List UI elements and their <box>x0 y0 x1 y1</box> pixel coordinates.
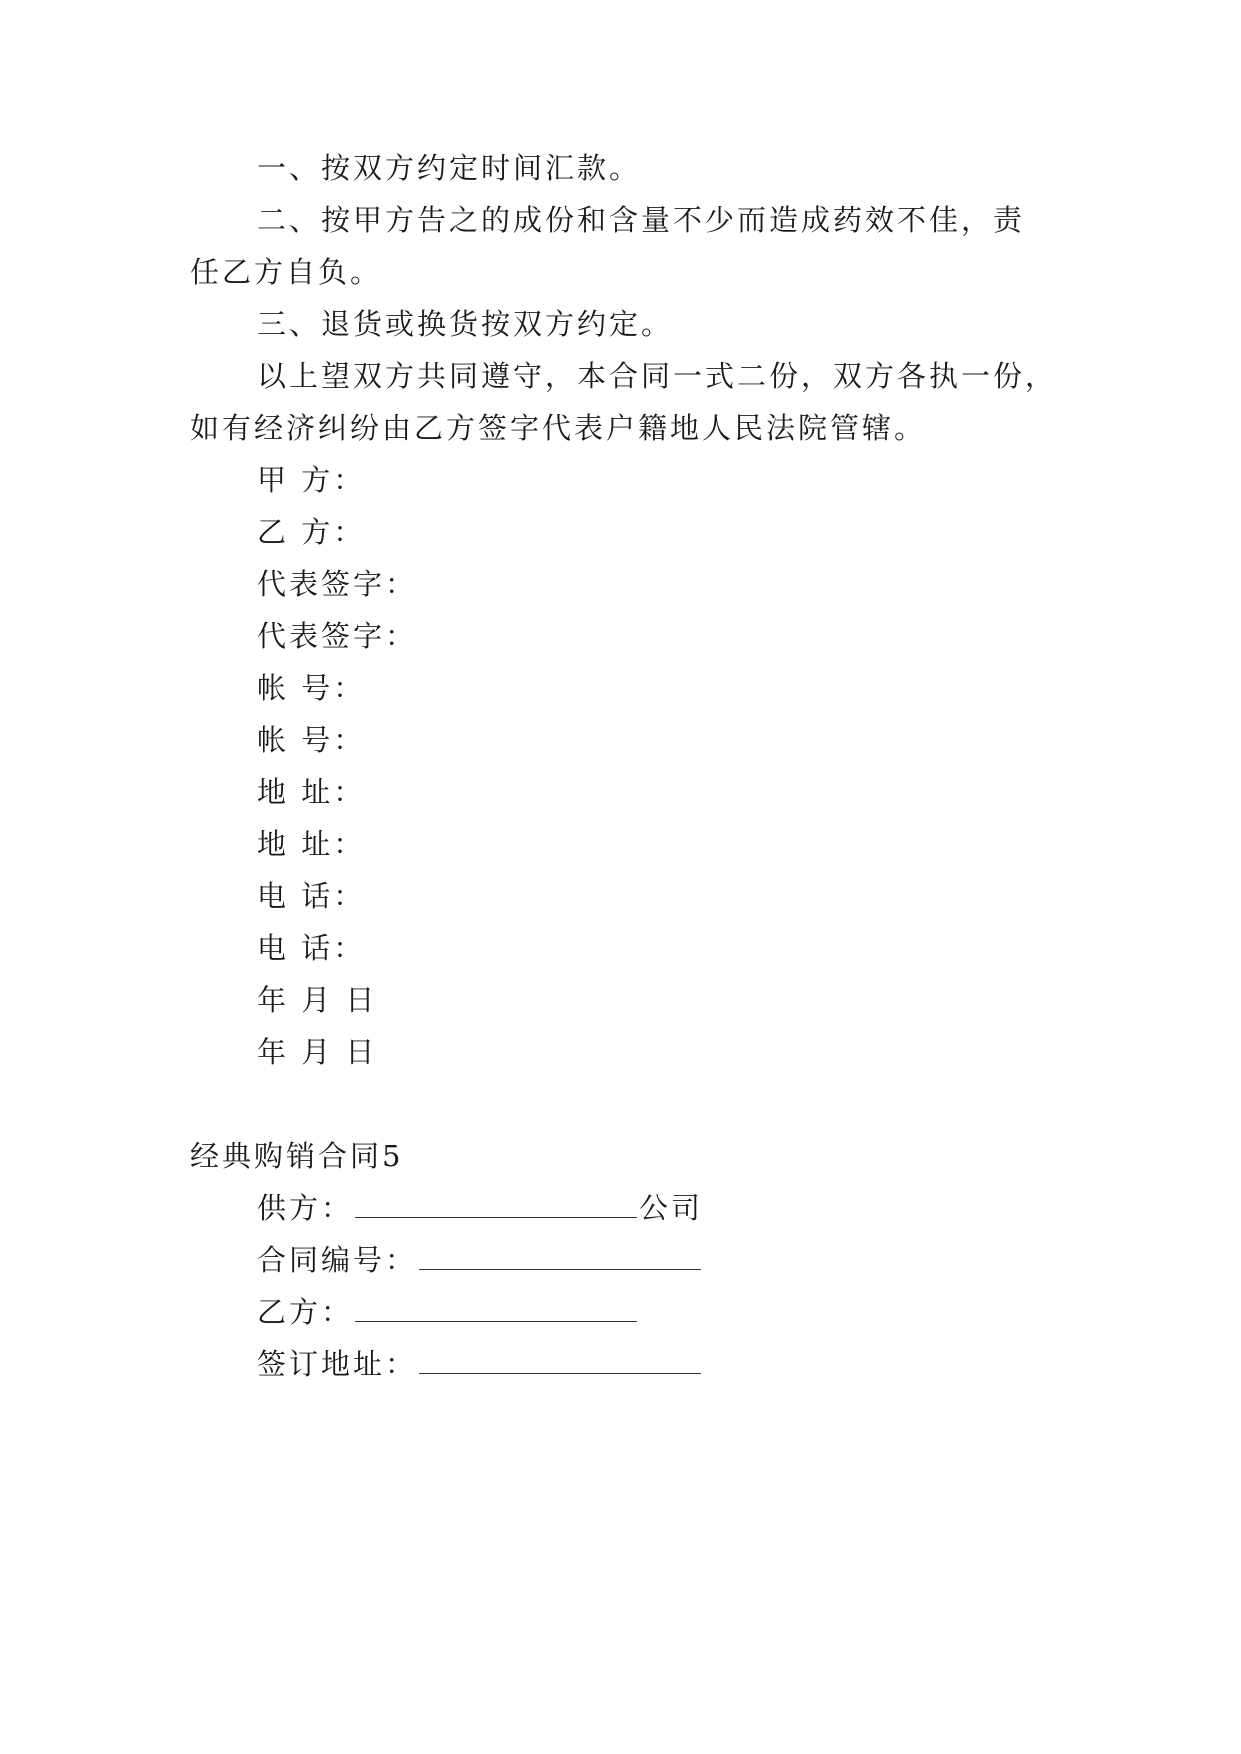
sig-date-label: 年 月 日 <box>257 1035 378 1069</box>
paragraph-3: 三、退货或换货按双方约定。 <box>257 307 674 341</box>
sign-address-label: 签订地址： <box>257 1347 418 1381</box>
contract-no-field-row <box>257 1242 703 1278</box>
contract-no-blank-line <box>419 1243 701 1270</box>
sig-phone-label: 电 话： <box>257 931 366 965</box>
sig-account-label: 帐 号： <box>257 723 366 757</box>
sig-party-b-label: 乙 方： <box>257 515 366 549</box>
sig-phone-label: 电 话： <box>257 879 366 913</box>
sig-date-label: 年 月 日 <box>257 983 378 1017</box>
sign-address-field-row <box>257 1346 703 1382</box>
section-title: 经典购销合同5 <box>190 1139 404 1173</box>
paragraph-4-line-2: 如有经济纠纷由乙方签字代表户籍地人民法院管辖。 <box>190 411 927 445</box>
sig-account-label: 帐 号： <box>257 671 366 705</box>
paragraph-2-line-1: 二、按甲方告之的成份和含量不少而造成药效不佳，责 <box>257 203 1026 237</box>
party-b-field-row <box>257 1294 639 1330</box>
sig-representative-label: 代表签字： <box>257 619 418 653</box>
supplier-label: 供方： <box>257 1191 354 1225</box>
party-b-blank-line <box>355 1295 637 1322</box>
contract-no-label: 合同编号： <box>257 1243 418 1277</box>
supplier-blank-line <box>355 1191 637 1218</box>
supplier-suffix: 公司 <box>639 1191 704 1225</box>
sig-party-a-label: 甲 方： <box>257 463 366 497</box>
paragraph-1: 一、按双方约定时间汇款。 <box>257 151 642 185</box>
sign-address-blank-line <box>419 1347 701 1374</box>
sig-address-label: 地 址： <box>257 827 366 861</box>
party-b-label: 乙方： <box>257 1295 354 1329</box>
sig-representative-label: 代表签字： <box>257 567 418 601</box>
paragraph-2-line-2: 任乙方自负。 <box>190 255 383 289</box>
sig-address-label: 地 址： <box>257 775 366 809</box>
supplier-field-row <box>257 1190 703 1226</box>
paragraph-4-line-1: 以上望双方共同遵守，本合同一式二份，双方各执一份， <box>257 359 1058 393</box>
